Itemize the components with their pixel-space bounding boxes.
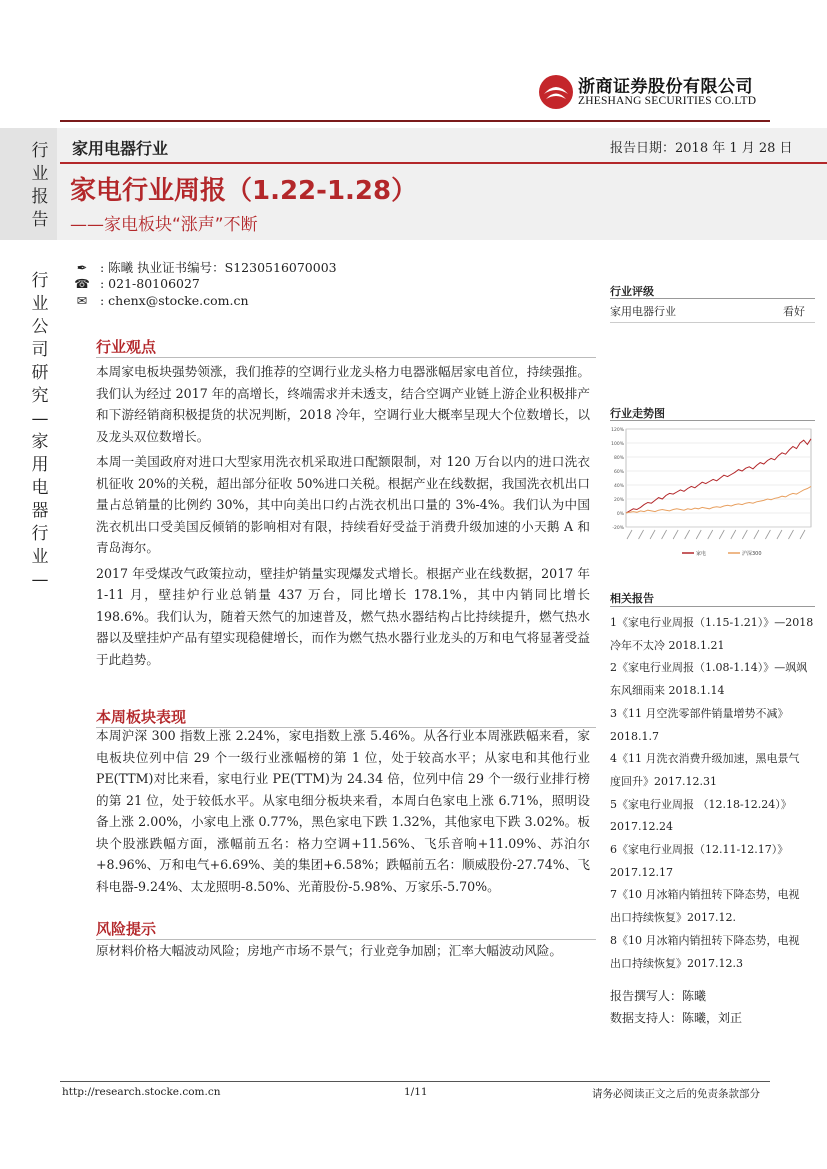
footer-url[interactable]: http://research.stocke.com.cn [62, 1086, 221, 1098]
risk-paragraph: 原材料价格大幅波动风险；房地产市场不景气；行业竞争加剧；汇率大幅波动风险。 [96, 943, 562, 958]
header-divider [60, 120, 770, 122]
footer-divider [60, 1081, 770, 1082]
company-name-en: ZHESHANG SECURITIES CO.LTD [578, 95, 757, 107]
chart-y-tick-label: 120% [611, 428, 624, 433]
zheshang-logo-icon [538, 74, 574, 110]
chart-x-tick [765, 530, 770, 539]
chart-x-tick [731, 530, 736, 539]
related-divider [610, 606, 815, 607]
chart-frame [626, 429, 811, 527]
chart-x-tick [788, 530, 793, 539]
pencil-icon: ✒ [76, 260, 88, 275]
related-report-line[interactable]: 4《11 月洗衣消费升级加速，黑电景气 [610, 752, 800, 766]
related-report-line[interactable]: 东风细雨来 2018.1.14 [610, 684, 725, 698]
chart-x-tick [719, 530, 724, 539]
rating-divider [610, 298, 815, 299]
related-report-line[interactable]: 出口持续恢复》2017.12. [610, 911, 736, 925]
chart-x-tick [754, 530, 759, 539]
envelope-icon: ✉ [76, 293, 88, 308]
view-paragraph-2: 本周一美国政府对进口大型家用洗衣机采取进口配额限制，对 120 万台以内的进口洗衣机征收 20%的关税，超出部分征收 50%进口关税。根据产业在线数据，我国洗衣机出口量占总销量的比例约 30%，其中向美出口约占洗衣机出口量的 3%-4%。我们认为中国洗衣机出口受美国反倾销的影响相对有限，持续看好受益于消费升级加速的小天鹅 A 和青岛海尔。 [96, 454, 590, 555]
chart-x-tick [800, 530, 805, 539]
chart-x-tick [685, 530, 690, 539]
trend-title: 行业走势图 [610, 407, 665, 420]
industry-name: 家用电器行业 [72, 139, 169, 158]
industry-trend-chart [610, 425, 815, 565]
phone-text: : 021-80106027 [100, 276, 200, 291]
author-data-support: 数据支持人：陈曦，刘正 [610, 1011, 743, 1025]
related-report-line[interactable]: 3《11 月空洗零部件销量增势不减》 [610, 706, 789, 720]
report-type-label: 行业报告 [31, 141, 49, 230]
chart-y-tick-label: 0% [616, 512, 624, 517]
rating-value: 看好 [783, 305, 805, 318]
related-title: 相关报告 [610, 592, 654, 605]
related-report-line[interactable]: 1《家电行业周报（1.15-1.21）》—2018 [610, 616, 814, 629]
chart-y-tick-label: 40% [613, 484, 624, 489]
category-vertical-label: 行业公司研究—家用电器行业— [31, 271, 49, 590]
related-report-line[interactable]: 2017.12.17 [610, 865, 673, 879]
related-report-line[interactable]: 8《10 月冰箱内销扭转下降态势，电视 [610, 933, 800, 947]
page-title: 家电行业周报（1.22-1.28） [70, 176, 418, 206]
analyst-info [74, 258, 337, 276]
related-report-line[interactable]: 7《10 月冰箱内销扭转下降态势，电视 [610, 888, 800, 902]
page-number: 1/11 [404, 1086, 428, 1098]
author-writer: 报告撰写人：陈曦 [610, 989, 707, 1003]
chart-y-tick-label: 80% [613, 456, 624, 461]
view-paragraph-3: 2017 年受煤改气政策拉动，壁挂炉销量实现爆发式增长。根据产业在线数据，2017 年 1-11 月，壁挂炉行业总销量 437 万台，同比增长 178.1%，其中内销同比增长 198.6%。我们认为，随着天然气的加速普及，燃气热水器结构占比持续提升，燃气热水器以及壁挂炉产品有望实现稳健增长，而作为燃气热水器行业龙头的万和电气将显著受益于此趋势。 [96, 565, 590, 667]
trend-divider [610, 420, 815, 421]
section-divider [96, 357, 596, 358]
related-report-line[interactable]: 2017.12.24 [610, 820, 673, 834]
section-title-performance: 本周板块表现 [96, 708, 187, 726]
email-info [74, 293, 249, 308]
related-report-line[interactable]: 5《家电行业周报 （12.18-12.24）》 [610, 797, 792, 811]
related-reports-list [610, 612, 815, 975]
chart-y-tick-label: 100% [611, 442, 624, 447]
phone-info [74, 276, 200, 291]
chart-y-tick-label: 60% [613, 470, 624, 475]
view-paragraph-1: 本周家电板块强势领涨，我们推荐的空调行业龙头格力电器涨幅居家电首位，持续强推。我们认为经过 2017 年的高增长，终端需求并未透支，结合空调产业链上游企业积极排产和下游经销商积极提货的状况判断，2018 冷年，空调行业大概率呈现大个位数增长，以及龙头双位数增长。 [96, 364, 590, 444]
title-divider [60, 162, 827, 164]
report-date: 报告日期：2018 年 1 月 28 日 [610, 141, 793, 156]
related-report-line[interactable]: 2018.1.7 [610, 729, 659, 743]
related-report-line[interactable]: 冷年不太冷 2018.1.21 [610, 638, 725, 652]
chart-x-tick [627, 530, 632, 539]
related-report-line[interactable]: 2《家电行业周报（1.08-1.14）》—飒飒 [610, 661, 808, 675]
chart-y-tick-label: -20% [612, 526, 624, 531]
chart-x-tick [742, 530, 747, 539]
footer-disclaimer: 请务必阅读正文之后的免责条款部分 [592, 1088, 760, 1100]
phone-icon: ☎ [74, 276, 90, 291]
page-subtitle: ——家电板块“涨声”不断 [70, 215, 258, 235]
analyst-text: : 陈曦 执业证书编号：S1230516070003 [100, 260, 337, 275]
chart-x-tick [696, 530, 701, 539]
chart-legend-label: 家电 [696, 551, 707, 557]
chart-x-tick [639, 530, 644, 539]
report-type-box [0, 128, 57, 240]
authors-block [610, 985, 742, 1029]
rating-bottom-divider [610, 322, 815, 323]
related-report-line[interactable]: 6《家电行业周报（12.11-12.17）》 [610, 843, 789, 857]
rating-row [610, 303, 805, 319]
related-report-line[interactable]: 出口持续恢复》2017.12.3 [610, 956, 743, 970]
rating-title: 行业评级 [610, 285, 654, 298]
performance-paragraph: 本周沪深 300 指数上涨 2.24%，家电指数上涨 5.46%。从各行业本周涨跌幅来看，家电板块位列中信 29 个一级行业涨幅榜的第 1 位，处于较高水平；从家电和其他行业 PE(TTM)对比来看，家电行业 PE(TTM)为 24.34 倍，位列中信 29 个一级行业排行榜的第 21 位，处于较低水平。从家电细分板块来看，本周白色家电上涨 6.71%，照明设备上涨 2.00%，小家电上涨 0.77%，黑色家电下跌 1.32%，其他家电下跌 3.02%。板块个股涨跌幅方面，涨幅前五名：格力空调+11.56%、飞乐音响+11.09%、苏泊尔+8.96%、万和电气+6.69%、美的集团+6.58%；跌幅前五名：顺威股份-27.74%、飞科电器-9.24%、太龙照明-8.50%、光莆股份-5.98%、万家乐-5.70%。 [96, 728, 590, 894]
chart-series-line-1 [626, 439, 811, 513]
section-title-view: 行业观点 [96, 338, 157, 356]
chart-y-tick-label: 20% [613, 498, 624, 503]
chart-legend-label: 沪深300 [742, 551, 762, 557]
rating-industry: 家用电器行业 [610, 305, 676, 318]
chart-x-tick [650, 530, 655, 539]
chart-series-line-2 [626, 486, 811, 513]
chart-x-tick [662, 530, 667, 539]
chart-x-tick [708, 530, 713, 539]
company-logo [538, 72, 778, 112]
section-title-risk: 风险提示 [96, 920, 157, 938]
chart-x-tick [777, 530, 782, 539]
email-text: : chenx@stocke.com.cn [100, 293, 249, 308]
related-report-line[interactable]: 度回升》2017.12.31 [610, 774, 717, 788]
view-paragraphs [96, 361, 590, 670]
chart-x-tick [673, 530, 678, 539]
company-name-cn: 浙商证券股份有限公司 [578, 77, 753, 97]
